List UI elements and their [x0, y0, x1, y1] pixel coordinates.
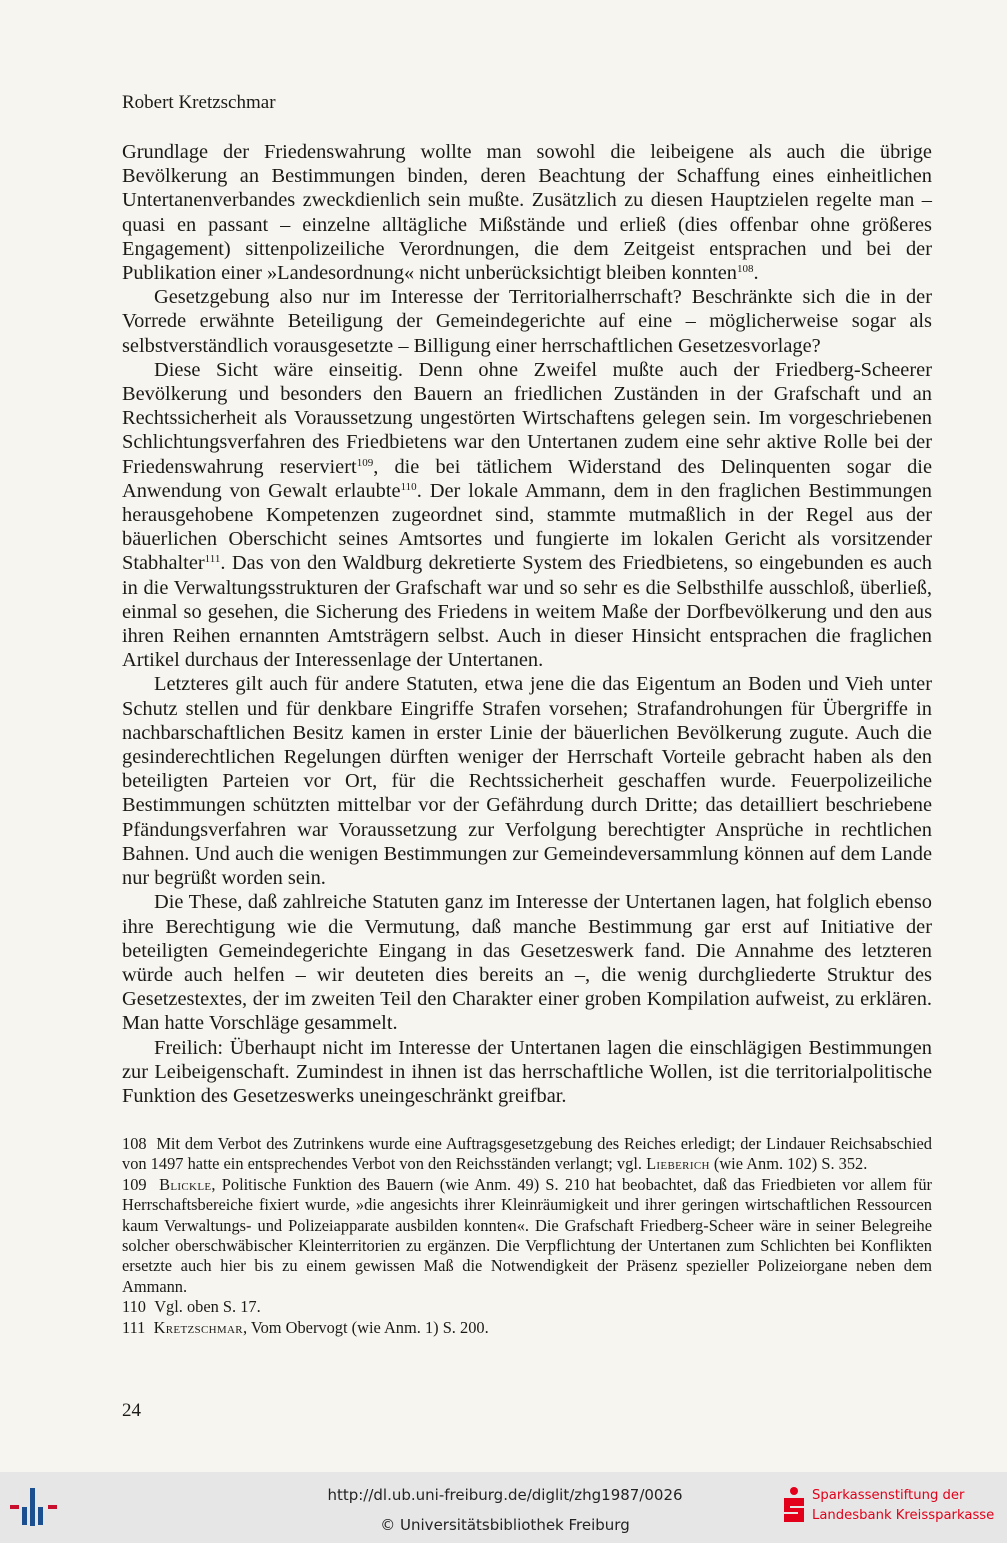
footnote-110: 110 Vgl. oben S. 17. [122, 1297, 261, 1317]
sponsor-text: Sparkassenstiftung der Landesbank Kreissparkasse [812, 1488, 995, 1523]
footnote-ref-108[interactable]: 108 [737, 263, 754, 276]
paragraph-6: Freilich: Überhaupt nicht im Interesse der Untertanen lagen die einschlägigen Bestimmungen zur Leibeigenschaft. Zumindest in ihnen ist das herrschaftliche Wollen, ist die territorialpolitische Funktion des Gesetzeswerks uneingeschränkt greifbar. [122, 1036, 932, 1107]
permalink-url[interactable]: http://dl.ub.uni-freiburg.de/diglit/zhg1987/0026 [327, 1486, 683, 1504]
footnote-108: 108 Mit dem Verbot des Zutrinkens wurde eine Auftragsgesetzgebung des Reiches erledigt; der Lindauer Reichsabschied von 1497 hatte ein entsprechendes Verbot von den Reichsständen verlangt; vgl. Lieberich (wie Anm. 102) S. 352. [122, 1134, 932, 1174]
body-text [122, 140, 932, 1108]
footnote-ref-111[interactable]: 111 [204, 553, 221, 566]
paragraph-1: Grundlage der Friedenswahrung wollte man sowohl die leibeigene als auch die übrige Bevölkerung an Bestimmungen binden, deren Beachtung der Schaffung eines einheitlichen Untertanenverbandes zweckdienlich sein mußte. Zusätzlich zu diesen Hauptzielen regelte man – quasi en passant – einzelne alltägliche Mißstände und erließ (dies offenbar ohne größeres Engagement) sittenpolizeiliche Verordnungen, die dem Zeitgeist entsprachen und bei der Publikation einer »Landesordnung« nicht unberücksichtigt bleiben konnten$^{108}$. [122, 141, 932, 285]
footnotes [122, 1134, 932, 1338]
paragraph-3: Diese Sicht wäre einseitig. Denn ohne Zweifel mußte auch der Friedberg-Scheerer Bevölkerung und besonders den Bauern an friedlichen Zuständen in der Grafschaft und an Rechtssicherheit als Voraussetzung ungestörten Wirtschaftens gelegen sein. Im vorgeschriebenen Schlichtungsverfahren des Friedbietens war den Untertanen zudem eine sehr aktive Rolle bei der Friedenswahrung reserviert$^{109}$, die bei tätlichem Widerstand des Delinquenten sogar die Anwendung von Gewalt erlaubte$^{110}$. Der lokale Ammann, dem in den fraglichen Bestimmungen herausgehobene Kompetenzen zugeordnet sind, stammte mutmaßlich in der Regel aus der bäuerlichen Oberschicht seines Amtsortes und fungierte im lokalen Gericht als vorsitzender Stabhalter$^{111}$. Das von den Waldburg dekretierte System des Friedbietens, so eingebunden es auch in die Verwaltungsstrukturen der Grafschaft war und so sehr es die Selbsthilfe ausschloß, überließ, einmal so gesehen, die Sicherung des Friedens in weitem Maße der Dorfbevölkerung und den aus ihren Reihen ernannten Amtsträgern selbst. Auch in dieser Hinsicht entsprachen die fraglichen Artikel durchaus der Interessenlage der Untertanen. [122, 358, 933, 672]
author-name: Kretzschmar [153, 1317, 243, 1337]
page-number: 24 [122, 1400, 141, 1421]
paragraph-4: Letzteres gilt auch für andere Statuten, etwa jene die das Eigentum an Boden und Vieh unter Schutz stellen und für denkbare Eingriffe Strafen vorsehen; Strafandrohungen für Übergriffe in nachbarschaftlichen Besitz kamen in erster Linie der bäuerlichen Bevölkerung zugute. Auch die gesinderechtlichen Regelungen dürften weniger der Herrschaft Vorteile gebracht haben als den beteiligten Parteien vor Ort, für die Rechtssicherheit geschaffen wurde. Feuerpolizeiliche Bestimmungen schützten mittelbar vor der Gefährdung durch Dritte; das detailliert beschriebene Pfändungsverfahren war Voraussetzung zur Verfolgung berechtigter Ansprüche in rechtlichen Bahnen. Und auch die wenigen Bestimmungen zur Gemeindeversammlung können auf dem Lande nur begrüßt worden sein. [122, 673, 932, 890]
ub-freiburg-logo-icon[interactable] [8, 1482, 68, 1532]
running-head: Robert Kretzschmar [122, 92, 276, 113]
footnote-109: 109 Blickle, Politische Funktion des Bauern (wie Anm. 49) S. 210 hat beobachtet, daß das Friedbieten vor allem für Herrschaftsbereiche fixiert wurde, »die angesichts ihrer Kleinräumigkeit und ihrer geringen wirtschaftlichen Ressourcen kaum Verwaltungs- und Polizeiapparate ausbilden konnten«. Die Grafschaft Friedberg-Scheer wäre in seiner Belegreihe solcher oberschwäbischer Kleinterritorien zu ergänzen. Die Verpflichtung der Untertanen zum Schlichten bei Konflikten ersetzte auch hier bis zu einem gewissen Maß die Notwendigkeit der Präsenz spezieller Polizeiorgane neben dem Ammann. [122, 1174, 932, 1296]
copyright-text: © Universitätsbibliothek Freiburg [380, 1516, 630, 1534]
footnote-ref-110[interactable]: 110 [400, 480, 417, 493]
viewer-footer [0, 1472, 1007, 1543]
paragraph-2: Gesetzgebung also nur im Interesse der Territorialherrschaft? Beschränkte sich die in der Vorrede erwähnte Beteiligung der Gemeindegerichte auf eine – möglicherweise sogar als selbstverständlich vorausgesetzte – Billigung einer herrschaftlichen Gesetzesvorlage? [122, 286, 932, 357]
author-name: Lieberich [646, 1154, 710, 1174]
footnote-111: 111 Kretzschmar, Vom Obervogt (wie Anm. 1) S. 200. [122, 1317, 489, 1337]
footnote-ref-109[interactable]: 109 [356, 456, 374, 469]
paragraph-5: Die These, daß zahlreiche Statuten ganz im Interesse der Untertanen lagen, hat folglich ebenso ihre Berechtigung wie die Vermutung, daß manche Bestimmung gar erst auf Initiative der beteiligten Gemeindegerichte Eingang in das Gesetzeswerk fand. Die Annahme des letzteren würde auch helfen – wir deuteten dies bereits an –, die wenig durchgliederte Struktur des Gesetzestextes, der im zweiten Teil den Charakter einer groben Kompilation aufweist, zu erklären. Man hatte Vorschläge gesammelt. [122, 891, 932, 1035]
author-name: Blickle [159, 1174, 212, 1194]
sparkasse-logo-icon[interactable] [780, 1486, 808, 1526]
